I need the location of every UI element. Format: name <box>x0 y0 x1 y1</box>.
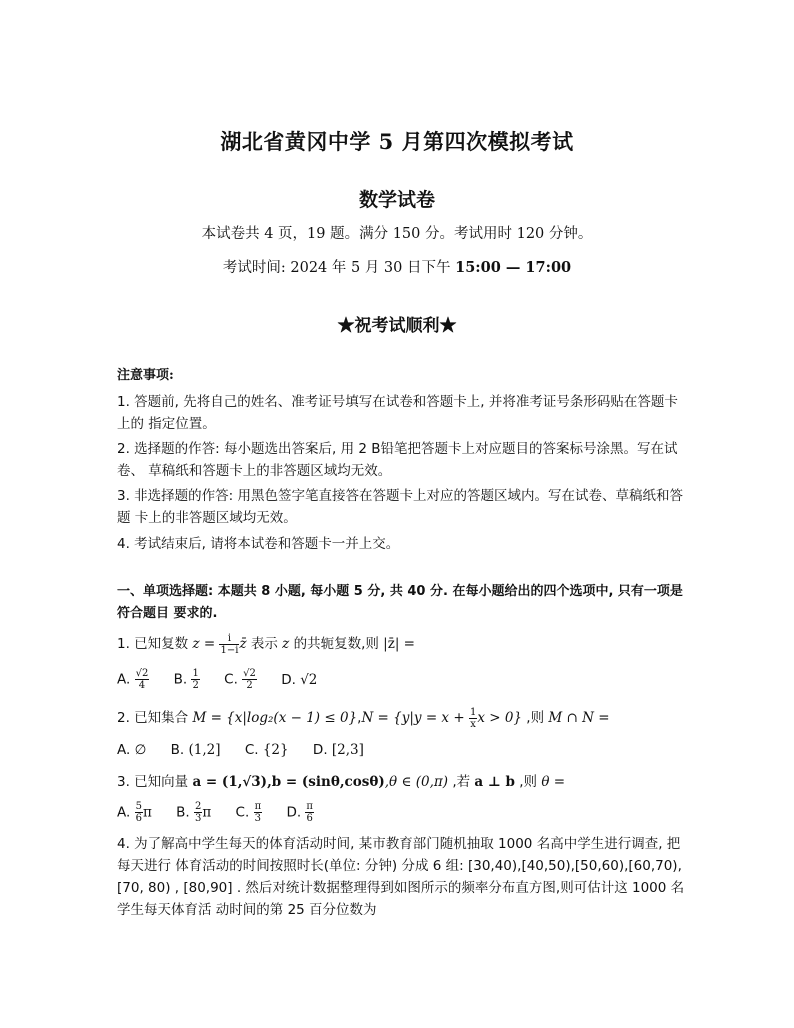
q3-perp: a ⊥ b <box>474 774 515 790</box>
option-label: B. <box>176 804 190 821</box>
option-label: D. <box>312 742 328 758</box>
q1-fraction <box>219 633 239 656</box>
question-4: 4. 为了解高中学生每天的体育活动时间, 某市教育部门随机抽取 1000 名高中学生进行调查, 把每天进行 体育活动的时间按照时长(单位: 分钟) 分成 6 组: [30,40),[40,50),[50,60),[60,70),[70, 80) , [80,90] . 然后对统计数据整理得到如图所示的频率分布直方图,则可估计这 1000 名学生每天体育活 动时间的第 25 百分位数为 <box>117 836 685 918</box>
frac-den: 6 <box>306 813 313 824</box>
option-text: √2 <box>300 671 318 688</box>
option-label: C. <box>235 804 250 821</box>
q2-frac-den: x <box>470 718 476 730</box>
frac-num: √2 <box>243 668 256 679</box>
note-item-2: 2. 选择题的作答: 每小题选出答案后, 用 2 B铅笔把答题卡上对应题目的答案标号涂黑。写在试卷、 草稿纸和答题卡上的非答题区域均无效。 <box>117 441 678 479</box>
q2-set-n-b: x > 0} <box>477 710 522 726</box>
frac-num: 2 <box>195 801 202 812</box>
option-label: A. <box>117 671 131 688</box>
option-text: ∅ <box>134 742 147 758</box>
exam-info: 本试卷共 4 页，19 题。满分 150 分。考试用时 120 分钟。 <box>201 226 593 242</box>
section-1-heading: 一、单项选择题: 本题共 8 小题, 每小题 5 分, 共 40 分. 在每小题给出的四个选项中, 只有一项是符合题目 要求的. <box>117 584 683 621</box>
q2-set-m: M = {x|log₂(x − 1) ≤ 0} <box>192 710 358 726</box>
q3-option-c <box>236 801 263 824</box>
option-tail: π <box>142 804 152 821</box>
frac-num: π <box>254 801 262 812</box>
frac-den: 2 <box>192 680 199 691</box>
q1-abs: |z̄| = <box>383 636 415 652</box>
question-1 <box>117 632 415 656</box>
q1-z: z <box>282 636 290 652</box>
frac-den: 3 <box>254 813 262 824</box>
question-3 <box>117 770 565 790</box>
exam-time-range: 15:00 — 17:00 <box>455 259 572 276</box>
q3-mid: ,若 <box>448 774 475 790</box>
q1-option-d <box>281 672 317 688</box>
q2-frac-num: 1 <box>469 706 477 718</box>
q1-options <box>117 668 337 691</box>
q1-z-eq: z = <box>192 636 216 652</box>
q3-theta: ,θ ∈ (0,π) <box>384 774 449 790</box>
good-luck-banner: ★祝考试顺利★ <box>337 316 457 336</box>
option-text: [2,3] <box>331 742 364 758</box>
frac-num: √2 <box>135 668 149 679</box>
frac-num: 5 <box>135 801 142 812</box>
note-item-1: 1. 答题前, 先将自己的姓名、准考证号填写在试卷和答题卡上, 并将准考证号条形码贴在答题卡上的 指定位置。 <box>117 394 678 432</box>
q3-option-a <box>117 801 152 824</box>
q3-option-d <box>286 801 314 824</box>
q2-option-c <box>245 742 289 758</box>
exam-time <box>0 256 794 277</box>
q1-option-c <box>224 668 257 691</box>
q1-zbar: z̄ <box>239 636 247 652</box>
note-item-4: 4. 考试结束后, 请将本试卷和答题卡一并上交。 <box>117 536 400 552</box>
option-label: B. <box>173 671 188 688</box>
q3-option-b <box>176 801 211 824</box>
q3-suffix: ,则 <box>514 774 542 790</box>
q2-option-d <box>313 742 364 758</box>
option-label: D. <box>281 671 296 688</box>
q2-expr: M ∩ N = <box>548 710 610 726</box>
q1-option-a <box>117 668 149 691</box>
option-label: A. <box>117 742 131 758</box>
q2-comma: , <box>357 710 362 726</box>
q3-expr: θ = <box>541 774 566 790</box>
frac-num: 1 <box>192 668 199 679</box>
q1-mid: 表示 <box>246 636 283 652</box>
q3-vec-b: ,b = (sinθ,cosθ) <box>267 774 385 790</box>
note-item-3: 3. 非选择题的作答: 用黑色签字笔直接答在答题卡上对应的答题区域内。写在试卷、草稿纸和答题 卡上的非答题区域均无效。 <box>117 488 684 526</box>
q2-option-b <box>171 742 221 758</box>
question-2 <box>117 706 610 730</box>
q1-suffix: 的共轭复数,则 <box>289 636 384 652</box>
option-label: C. <box>224 671 238 688</box>
exam-title: 湖北省黄冈中学 5 月第四次模拟考试 <box>220 129 574 154</box>
frac-den: 2 <box>246 680 253 691</box>
frac-den: 4 <box>138 680 146 691</box>
q2-prefix: 2. 已知集合 <box>117 710 193 726</box>
q3-options <box>117 801 334 824</box>
option-label: D. <box>286 804 302 821</box>
q2-options <box>117 742 384 758</box>
exam-subtitle: 数学试卷 <box>358 189 435 211</box>
frac-den: 6 <box>135 813 142 824</box>
q1-option-b <box>174 668 200 691</box>
notes-heading: 注意事项: <box>117 368 174 383</box>
frac-num: π <box>306 801 313 812</box>
option-text: (1,2] <box>188 742 221 758</box>
option-label: A. <box>117 804 131 821</box>
frac-den: 3 <box>195 813 202 824</box>
option-label: B. <box>170 742 185 758</box>
q2-set-n-a: N = {y|y = x + <box>361 710 469 726</box>
q2-option-a <box>117 742 146 758</box>
q1-prefix: 1. 已知复数 <box>117 636 193 652</box>
q2-suffix: ,则 <box>522 710 549 726</box>
option-text: {2} <box>262 742 289 758</box>
q3-prefix: 3. 已知向量 <box>117 774 193 790</box>
option-label: C. <box>244 742 259 758</box>
option-tail: π <box>202 804 212 821</box>
q1-frac-num: i <box>219 633 239 645</box>
exam-time-prefix: 考试时间: 2024 年 5 月 30 日下午 <box>222 260 456 276</box>
q3-vec-a: a = (1,√3) <box>192 774 268 790</box>
q1-frac-den: 1−i <box>220 644 239 656</box>
